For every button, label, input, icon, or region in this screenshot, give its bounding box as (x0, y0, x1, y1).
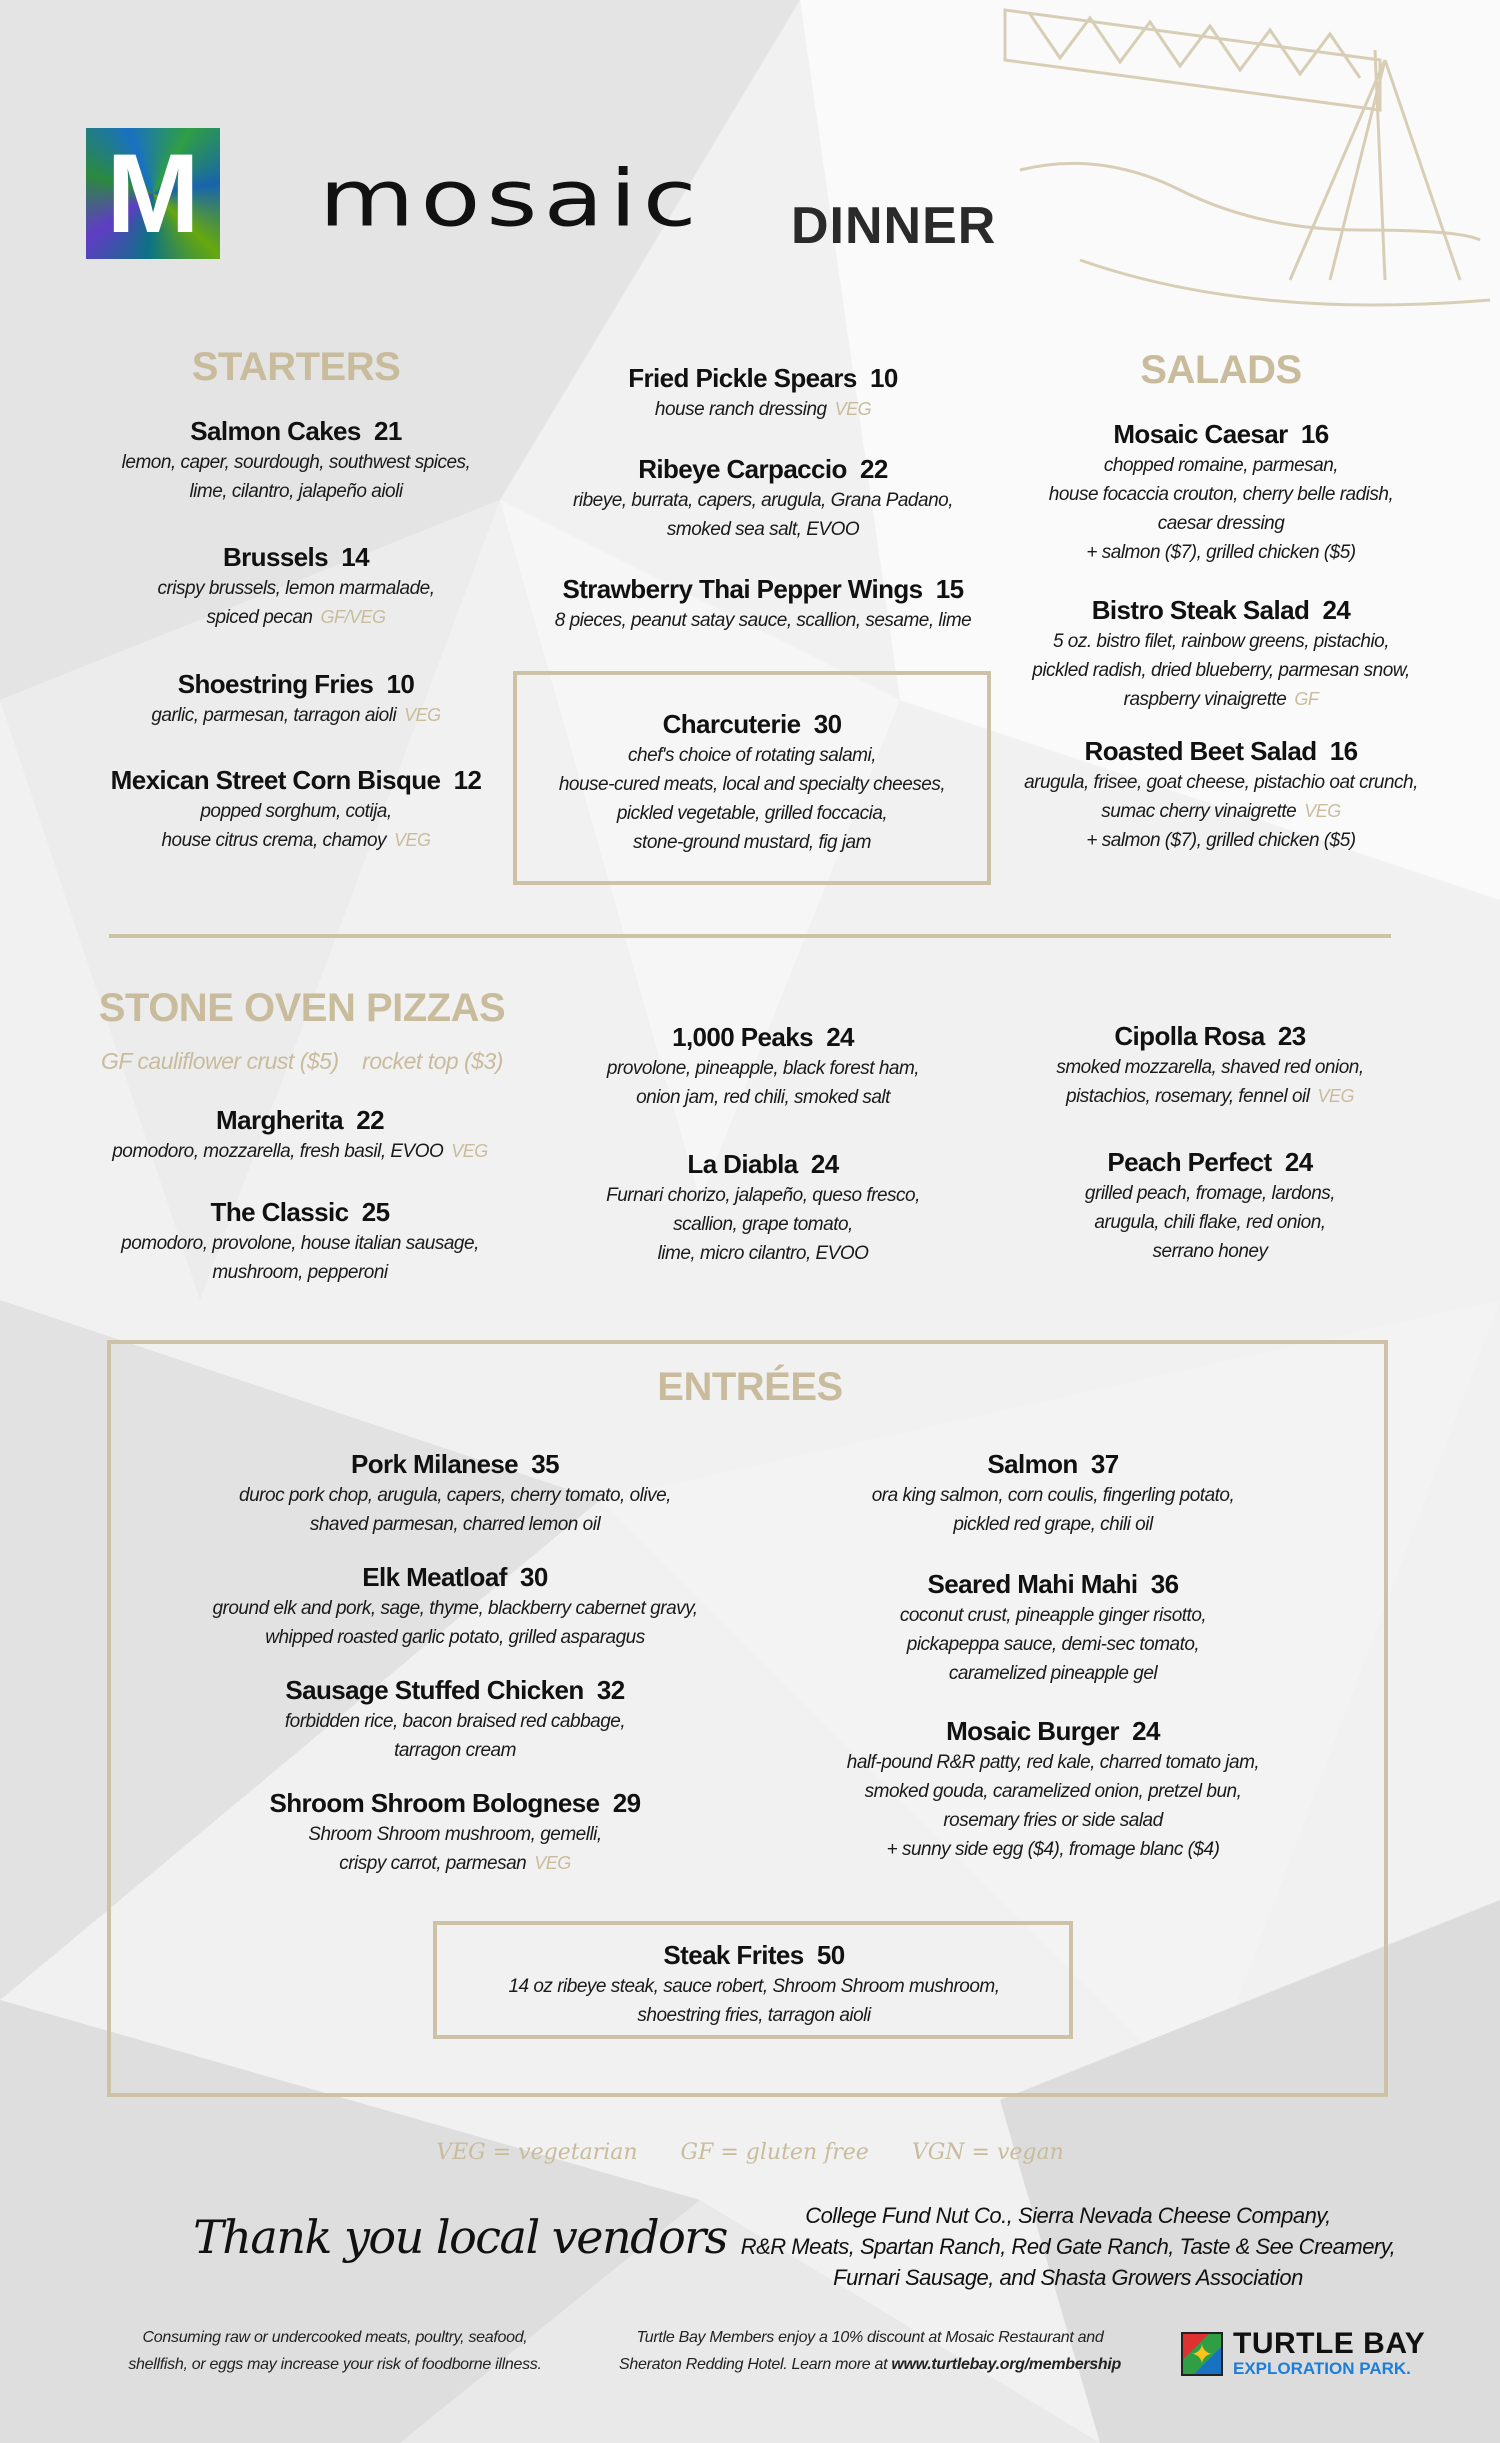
menu-item-name: Roasted Beet Salad 16 (1084, 736, 1358, 766)
menu-item-name: Seared Mahi Mahi 36 (927, 1569, 1179, 1599)
menu-item (941, 593, 1500, 714)
description-line: duroc pork chop, arugula, capers, cherry tomato, olive, (239, 1485, 671, 1506)
description-line: garlic, parmesan, tarragon aioli (151, 705, 397, 726)
description-line: chef's choice of rotating salami, (628, 745, 876, 766)
description-line: shoestring fries, tarragon aioli (637, 2005, 871, 2026)
menu-item (773, 1447, 1333, 1539)
menu-item-description (941, 826, 1500, 855)
description-line: whipped roasted garlic potato, grilled asparagus (265, 1627, 645, 1648)
description-line: house ranch dressing (654, 399, 827, 420)
menu-item-description (474, 1972, 1034, 2001)
description-line: lime, cilantro, jalapeño aioli (189, 481, 403, 502)
menu-item-description (474, 2001, 1034, 2030)
menu-item-description (175, 1594, 735, 1623)
description-line: pickled red grape, chili oil (953, 1514, 1153, 1535)
menu-item-description (941, 685, 1500, 714)
menu-item-name: Margherita 22 (216, 1105, 384, 1135)
menu-item-description (941, 538, 1500, 567)
food-safety-disclaimer (75, 2324, 595, 2378)
menu-item-name: 1,000 Peaks 24 (672, 1022, 854, 1052)
description-line: 5 oz. bistro filet, rainbow greens, pistachio, (1052, 631, 1390, 652)
sponsor-sub: EXPLORATION PARK. (1233, 2359, 1411, 2378)
menu-item (175, 1673, 735, 1765)
description-line: scallion, grape tomato, (673, 1214, 853, 1235)
vendor-line: R&R Meats, Spartan Ranch, Red Gate Ranch, Taste & See Creamery, (740, 2234, 1396, 2259)
description-line: lime, micro cilantro, EVOO (657, 1243, 869, 1264)
description-line: arugula, chili flake, red onion, (1094, 1212, 1326, 1233)
description-line: 14 oz ribeye steak, sauce robert, Shroom Shroom mushroom, (508, 1976, 1000, 1997)
menu-item-description (773, 1481, 1333, 1510)
description-line: Shroom Shroom mushroom, gemelli, (308, 1824, 602, 1845)
description-line: house citrus crema, chamoy (161, 830, 387, 851)
menu-item-name: La Diabla 24 (687, 1149, 839, 1179)
disclaimer-line: Consuming raw or undercooked meats, poultry, seafood, (142, 2329, 528, 2346)
menu-item-name: Strawberry Thai Pepper Wings 15 (562, 574, 964, 604)
dietary-tag: VEG (394, 830, 431, 850)
turtle-bay-logo (1181, 2329, 1425, 2379)
membership-link[interactable]: www.turtlebay.org/membership (891, 2356, 1121, 2373)
menu-item-description (175, 1707, 735, 1736)
entrees-heading: ENTRÉES (657, 1365, 843, 1409)
menu-item-name: Mosaic Burger 24 (946, 1716, 1160, 1746)
description-line: house focaccia crouton, cherry belle radish, (1048, 484, 1394, 505)
membership-line: Sheraton Redding Hotel. Learn more at (619, 2356, 892, 2373)
menu-item-description (175, 1849, 735, 1878)
description-line: lemon, caper, sourdough, southwest spices, (121, 452, 471, 473)
menu-item-name: Shoestring Fries 10 (177, 669, 415, 699)
menu-item-name: Mosaic Caesar 16 (1113, 419, 1329, 449)
menu-item-name: Pork Milanese 35 (350, 1449, 560, 1479)
menu-item-name: Peach Perfect 24 (1107, 1147, 1313, 1177)
vendor-line: Furnari Sausage, and Shasta Growers Association (833, 2265, 1303, 2290)
description-line: Furnari chorizo, jalapeño, queso fresco, (606, 1185, 920, 1206)
description-line: pickapeppa sauce, demi-sec tomato, (906, 1634, 1200, 1655)
description-line: smoked sea salt, EVOO (666, 519, 860, 540)
menu-item (175, 1786, 735, 1878)
dietary-legend (0, 2140, 1500, 2165)
dietary-tag: VEG (834, 399, 872, 419)
description-line: shaved parmesan, charred lemon oil (309, 1514, 601, 1535)
menu-item-name: Cipolla Rosa 23 (1114, 1021, 1306, 1051)
menu-item (474, 1938, 1034, 2030)
menu-item-name: Charcuterie 30 (662, 709, 842, 739)
menu-item (175, 1560, 735, 1652)
description-line: + salmon ($7), grilled chicken ($5) (1086, 542, 1356, 563)
mosaic-logo (86, 128, 220, 259)
menu-item (930, 1019, 1490, 1111)
dietary-tag: VEG (404, 705, 441, 725)
section-divider (109, 934, 1391, 938)
description-line: crispy brussels, lemon marmalade, (157, 578, 435, 599)
starters-heading: STARTERS (191, 345, 401, 389)
menu-item-name: Fried Pickle Spears 10 (628, 363, 898, 393)
menu-item (930, 1145, 1490, 1266)
membership-note (580, 2324, 1160, 2378)
description-line: caramelized pineapple gel (948, 1663, 1158, 1684)
dietary-tag: VEG (1317, 1086, 1354, 1106)
menu-title: DINNER (791, 197, 997, 255)
description-line: + salmon ($7), grilled chicken ($5) (1086, 830, 1356, 851)
legend-vgn: VGN = vegan (911, 2140, 1064, 2165)
menu-item (773, 1567, 1333, 1688)
description-line: mushroom, pepperoni (212, 1262, 388, 1283)
menu-item-description (941, 509, 1500, 538)
menu-item-description (175, 1623, 735, 1652)
menu-item-description (773, 1806, 1333, 1835)
menu-item-description (175, 1736, 735, 1765)
menu-item-description (941, 627, 1500, 656)
thanks-vendors-script: Thank you local vendors (193, 2210, 727, 2264)
menu-item-description (941, 768, 1500, 797)
description-line: serrano honey (1152, 1241, 1268, 1262)
menu-item-description (941, 451, 1500, 480)
dietary-tag: VEG (1304, 801, 1341, 821)
menu-item-name: Salmon Cakes 21 (190, 416, 402, 446)
description-line: pomodoro, mozzarella, fresh basil, EVOO (112, 1141, 444, 1162)
pizza-options: GF cauliflower crust ($5) rocket top ($3) (101, 1048, 503, 1074)
description-line: smoked mozzarella, shaved red onion, (1056, 1057, 1364, 1078)
menu-item-name: Brussels 14 (222, 542, 369, 572)
vendor-list (718, 2200, 1418, 2293)
description-line: + sunny side egg ($4), fromage blanc ($4) (886, 1839, 1220, 1860)
description-line: smoked gouda, caramelized onion, pretzel bun, (864, 1781, 1242, 1802)
turtle-icon: ✦ (1181, 2332, 1223, 2376)
menu-item-name: Ribeye Carpaccio 22 (638, 454, 888, 484)
description-line: arugula, frisee, goat cheese, pistachio oat crunch, (1024, 772, 1418, 793)
logo-letter: M (106, 130, 200, 256)
menu-item-name: The Classic 25 (210, 1197, 390, 1227)
menu-item (941, 734, 1500, 855)
description-line: ground elk and pork, sage, thyme, blackberry cabernet gravy, (212, 1598, 698, 1619)
description-line: chopped romaine, parmesan, (1103, 455, 1339, 476)
menu-item-name: Steak Frites 50 (663, 1940, 845, 1970)
menu-item-description (773, 1630, 1333, 1659)
description-line: popped sorghum, cotija, (200, 801, 392, 822)
description-line: pistachios, rosemary, fennel oil (1066, 1086, 1310, 1107)
menu-item-description (930, 1179, 1490, 1208)
dietary-tag: GF (1294, 689, 1319, 709)
menu-item-description (941, 480, 1500, 509)
description-line: pickled vegetable, grilled foccacia, (616, 803, 888, 824)
menu-item (175, 1447, 735, 1539)
salads-heading: SALADS (1140, 348, 1302, 392)
menu-item-description (773, 1510, 1333, 1539)
description-line: coconut crust, pineapple ginger risotto, (899, 1605, 1207, 1626)
description-line: pickled radish, dried blueberry, parmesan snow, (1032, 660, 1410, 681)
menu-item-description (930, 1208, 1490, 1237)
description-line: ora king salmon, corn coulis, fingerling potato, (871, 1485, 1235, 1506)
description-line: pomodoro, provolone, house italian sausage, (121, 1233, 479, 1254)
pizzas-heading: STONE OVEN PIZZAS (98, 986, 506, 1030)
menu-item-name: Elk Meatloaf 30 (362, 1562, 548, 1592)
description-line: house-cured meats, local and specialty cheeses, (558, 774, 946, 795)
mosaic-wordmark: mosaic (319, 153, 703, 245)
description-line: rosemary fries or side salad (943, 1810, 1163, 1831)
description-line: 8 pieces, peanut satay sauce, scallion, sesame, lime (554, 610, 972, 631)
menu-item-name: Mexican Street Corn Bisque 12 (110, 765, 482, 795)
menu-item-name: Sausage Stuffed Chicken 32 (285, 1675, 625, 1705)
description-line: provolone, pineapple, black forest ham, (606, 1058, 920, 1079)
menu-item (773, 1714, 1333, 1864)
menu-item-name: Shroom Shroom Bolognese 29 (269, 1788, 641, 1818)
menu-item-description (941, 797, 1500, 826)
menu-item-description (930, 1053, 1490, 1082)
menu-item (941, 417, 1500, 567)
menu-item-description (773, 1659, 1333, 1688)
menu-item-description (175, 1820, 735, 1849)
menu-item-description (773, 1777, 1333, 1806)
menu-item-description (773, 1601, 1333, 1630)
menu-item-description (930, 1082, 1490, 1111)
menu-item-name: Bistro Steak Salad 24 (1091, 595, 1351, 625)
menu-item-name: Salmon 37 (987, 1449, 1119, 1479)
vendor-line: College Fund Nut Co., Sierra Nevada Cheese Company, (805, 2203, 1331, 2228)
description-line: half-pound R&R patty, red kale, charred tomato jam, (846, 1752, 1260, 1773)
menu-item-description (175, 1481, 735, 1510)
description-line: spiced pecan (206, 607, 313, 628)
dietary-tag: VEG (534, 1853, 571, 1873)
description-line: stone-ground mustard, fig jam (633, 832, 871, 853)
menu-item-description (941, 656, 1500, 685)
description-line: grilled peach, fromage, lardons, (1084, 1183, 1336, 1204)
description-line: caesar dressing (1157, 513, 1285, 534)
menu-item-description (175, 1510, 735, 1539)
description-line: raspberry vinaigrette (1123, 689, 1287, 710)
menu-item-description (773, 1835, 1333, 1864)
menu-item-description (773, 1748, 1333, 1777)
disclaimer-line: shellfish, or eggs may increase your risk of foodborne illness. (128, 2356, 542, 2373)
legend-veg: VEG = vegetarian (436, 2140, 638, 2165)
legend-gf: GF = gluten free (680, 2140, 869, 2165)
dietary-tag: GF/VEG (320, 607, 386, 627)
menu-item (483, 361, 1043, 424)
dietary-tag: VEG (451, 1141, 488, 1161)
menu-item-description (930, 1237, 1490, 1266)
description-line: sumac cherry vinaigrette (1101, 801, 1297, 822)
sponsor-name: TURTLE BAY (1233, 2327, 1426, 2360)
description-line: forbidden rice, bacon braised red cabbage, (284, 1711, 626, 1732)
description-line: crispy carrot, parmesan (339, 1853, 527, 1874)
membership-line: Turtle Bay Members enjoy a 10% discount at Mosaic Restaurant and (636, 2329, 1104, 2346)
description-line: tarragon cream (394, 1740, 516, 1761)
description-line: ribeye, burrata, capers, arugula, Grana Padano, (573, 490, 953, 511)
description-line: onion jam, red chili, smoked salt (636, 1087, 890, 1108)
